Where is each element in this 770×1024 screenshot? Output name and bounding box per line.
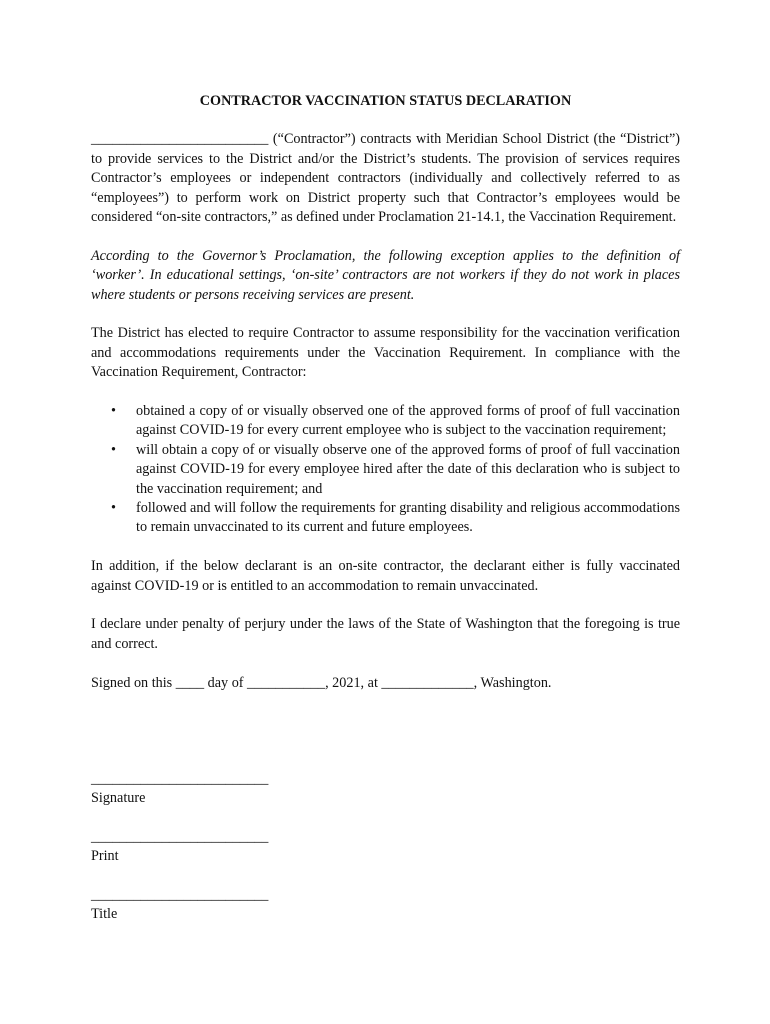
print-label: Print: [91, 848, 119, 865]
compliance-list: [91, 402, 680, 538]
proclamation-exception-paragraph: According to the Governor’s Proclamation, the following exception applies to the definition of ‘worker’. In educational settings, ‘on-site’ contractors are not workers if they do not work in places where students or persons receiving services are present.: [91, 247, 680, 303]
district-requirement-paragraph: The District has elected to require Contractor to assume responsibility for the vaccination verification and accommodations requirements under the Vaccination Requirement. In compliance with the Vaccination Requirement, Contractor:: [91, 325, 680, 381]
perjury-declaration-paragraph: I declare under penalty of perjury under the laws of the State of Washington that the foregoing is true and correct.: [91, 616, 680, 652]
list-item-text: will obtain a copy of or visually observe one of the approved forms of proof of full vaccination against COVID-19 for every employee hired after the date of this declaration who is subject to the vaccination requirement; and: [136, 441, 680, 497]
signature-block: [91, 770, 291, 809]
bullet-icon: •: [111, 441, 116, 458]
print-rule: _________________________: [91, 829, 269, 845]
list-item: [111, 441, 680, 499]
bullet-icon: •: [111, 500, 116, 517]
document-title: CONTRACTOR VACCINATION STATUS DECLARATION: [199, 93, 572, 109]
signed-on-line: Signed on this ____ day of ___________, 2021, at _____________, Washington.: [91, 674, 552, 691]
declarant-status-paragraph: In addition, if the below declarant is an on-site contractor, the declarant either is fully vaccinated against COVID-19 or is entitled to an accommodation to remain unvaccinated.: [91, 558, 680, 594]
list-item: [111, 402, 680, 441]
bullet-icon: •: [111, 403, 116, 420]
list-item-text: obtained a copy of or visually observed one of the approved forms of proof of full vaccination against COVID-19 for every current employee who is subject to the vaccination requirement;: [136, 403, 680, 439]
list-item-text: followed and will follow the requirements for granting disability and religious accommodations to remain unvaccinated to its current and future employees.: [136, 500, 680, 536]
signature-rule: _________________________: [91, 771, 269, 787]
title-label: Title: [91, 906, 118, 923]
title-block: [91, 886, 291, 925]
document-body: [91, 92, 680, 712]
contract-paragraph: _________________________ (“Contractor”) contracts with Meridian School District (the “District”) to provide services to the District and/or the District’s students. The provision of services requires Contractor’s employees or independent contractors (individually and collectively referred to as “employees”) to perform work on District property such that Contractor’s employees would be considered “on-site contractors,” as defined under Proclamation 21-14.1, the Vaccination Requirement.: [91, 131, 680, 226]
print-block: [91, 828, 291, 867]
signature-label: Signature: [91, 790, 146, 807]
list-item: [111, 499, 680, 538]
title-rule: _________________________: [91, 887, 269, 903]
